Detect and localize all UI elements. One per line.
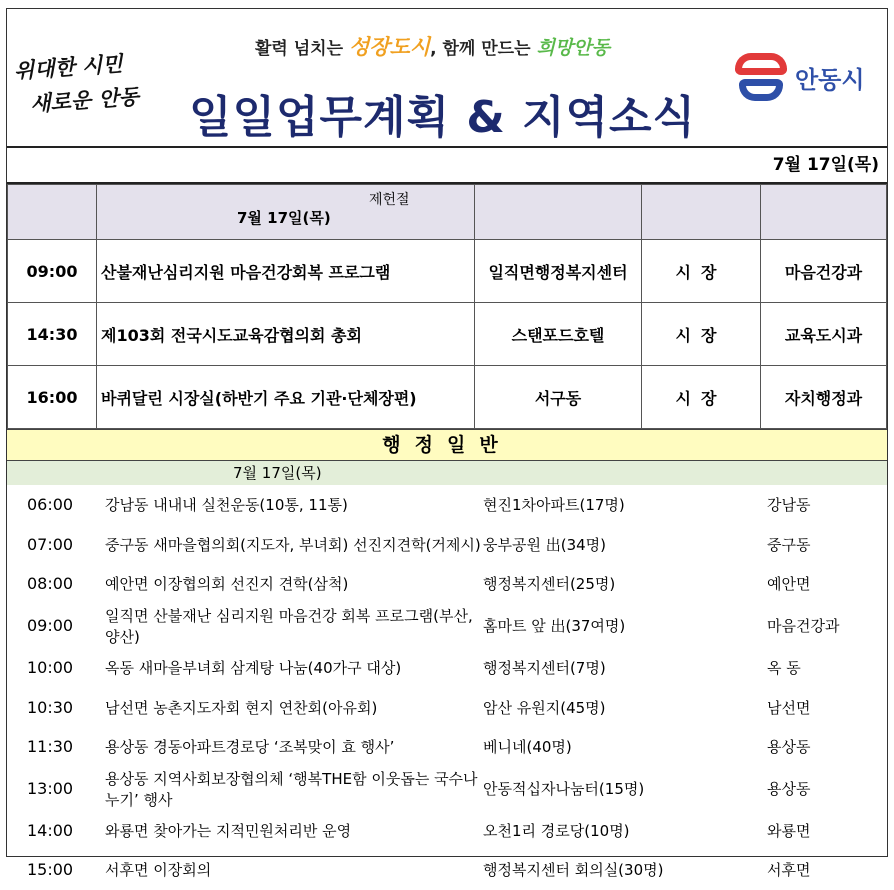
date-label: 7월 17일(목) <box>7 148 887 184</box>
admin-time: 09:00 <box>27 616 74 636</box>
tagline-highlight-2: 희망안동 <box>536 37 610 59</box>
list-item <box>7 727 887 767</box>
slogan-line-1: 위대한 시민 <box>13 50 124 84</box>
schedule-dept: 교육도시과 <box>761 303 887 366</box>
schedule-place: 서구동 <box>475 366 642 429</box>
admin-event: 용상동 경동아파트경로당 ‘조복맞이 효 행사’ <box>105 738 395 757</box>
admin-event: 남선면 농촌지도자회 현지 연찬회(아유회) <box>105 698 378 717</box>
admin-time: 06:00 <box>27 495 74 515</box>
list-item <box>7 525 887 565</box>
admin-place: 행정복지센터(7명) <box>483 659 606 678</box>
admin-place: 오천1리 경로당(10명) <box>483 821 630 840</box>
admin-time: 10:00 <box>27 658 74 678</box>
admin-time: 15:00 <box>27 860 74 880</box>
list-item <box>7 687 887 727</box>
admin-event: 용상동 지역사회보장협의체 ‘행복THE함 이웃돕는 국수나누기’ 행사 <box>105 769 478 809</box>
admin-dept: 강남동 <box>767 496 811 515</box>
admin-place: 베니네(40명) <box>483 738 572 757</box>
list-item <box>7 767 887 811</box>
admin-event: 서후면 이장회의 <box>105 861 212 880</box>
admin-dept: 용상동 <box>767 738 811 757</box>
admin-place: 행정복지센터(25명) <box>483 575 616 594</box>
admin-place: 안동적십자나눔터(15명) <box>483 780 645 799</box>
header-banner <box>7 9 887 148</box>
schedule-place: 일직면행정복지센터 <box>475 240 642 303</box>
admin-time: 07:00 <box>27 534 74 554</box>
admin-time: 13:00 <box>27 779 74 799</box>
admin-time: 11:30 <box>27 737 74 757</box>
schedule-event: 바퀴달린 시장실(하반기 주요 기관·단체장편) <box>97 366 475 429</box>
schedule-dept: 자치행정과 <box>761 366 887 429</box>
admin-dept: 옥 동 <box>767 659 801 678</box>
list-item <box>7 648 887 688</box>
page-title: 일일업무계획 & 지역소식 <box>189 92 697 143</box>
schedule-attendee: 시장 <box>642 240 761 303</box>
admin-date: 7월 17일(목) <box>7 461 887 485</box>
schedule-header-date <box>97 185 475 240</box>
admin-event: 중구동 새마을협의회(지도자, 부녀회) 선진지견학(거제시) <box>105 535 481 554</box>
list-item <box>7 604 887 648</box>
table-row <box>8 366 887 429</box>
tagline-middle: , 함께 만드는 <box>430 39 537 59</box>
list-item <box>7 564 887 604</box>
tagline-highlight-1: 성장도시 <box>348 35 431 59</box>
list-item <box>7 811 887 851</box>
tagline <box>255 31 610 61</box>
table-row <box>8 240 887 303</box>
tagline-prefix: 활력 넘치는 <box>255 39 349 59</box>
schedule-date: 7월 17일(목) <box>237 209 331 227</box>
schedule-event: 산불재난심리지원 마음건강회복 프로그램 <box>97 240 475 303</box>
admin-place: 행정복지센터 회의실(30명) <box>483 861 664 880</box>
admin-place: 암산 유원지(45명) <box>483 698 606 717</box>
admin-dept: 서후면 <box>767 861 811 880</box>
admin-event: 강남동 내내내 실천운동(10통, 11통) <box>105 496 348 515</box>
schedule-attendee: 시장 <box>642 303 761 366</box>
admin-event: 옥동 새마을부녀회 삼계탕 나눔(40가구 대상) <box>105 659 402 678</box>
schedule-time: 09:00 <box>8 240 97 303</box>
andong-logo-icon <box>735 53 787 101</box>
admin-dept: 마음건강과 <box>767 617 840 636</box>
schedule-dept: 마음건강과 <box>761 240 887 303</box>
admin-place: 웅부공원 出(34명) <box>483 535 607 554</box>
schedule-time: 14:30 <box>8 303 97 366</box>
admin-time: 14:00 <box>27 820 74 840</box>
admin-time: 08:00 <box>27 574 74 594</box>
admin-dept: 중구동 <box>767 535 811 554</box>
admin-event: 와룡면 찾아가는 지적민원처리반 운영 <box>105 821 352 840</box>
section-title: 행정일반 <box>7 429 887 461</box>
admin-dept: 와룡면 <box>767 821 811 840</box>
admin-dept: 용상동 <box>767 780 811 799</box>
schedule-header-row <box>8 185 887 240</box>
admin-event: 일직면 산불재난 심리지원 마음건강 회복 프로그램(부산, 양산) <box>105 606 473 646</box>
admin-place: 홈마트 앞 出(37여명) <box>483 617 626 636</box>
table-row <box>8 303 887 366</box>
logo-text: 안동시 <box>795 65 865 94</box>
admin-event: 예안면 이장협의회 선진지 견학(삼척) <box>105 575 349 594</box>
schedule-time: 16:00 <box>8 366 97 429</box>
city-logo <box>735 53 865 101</box>
list-item <box>7 485 887 525</box>
slogan-calligraphy <box>13 44 167 122</box>
admin-time: 10:30 <box>27 697 74 717</box>
document-frame <box>6 8 888 880</box>
schedule-event: 제103회 전국시도교육감협의회 총회 <box>97 303 475 366</box>
slogan-line-2: 새로운 안동 <box>29 83 140 117</box>
schedule-attendee: 시장 <box>642 366 761 429</box>
admin-table <box>7 485 887 890</box>
schedule-place: 스탠포드호텔 <box>475 303 642 366</box>
list-item <box>7 850 887 890</box>
mayor-schedule-table <box>7 184 887 429</box>
admin-dept: 남선면 <box>767 698 811 717</box>
admin-place: 현진1차아파트(17명) <box>483 496 625 515</box>
admin-dept: 예안면 <box>767 575 811 594</box>
holiday-label: 제헌절 <box>369 192 410 208</box>
